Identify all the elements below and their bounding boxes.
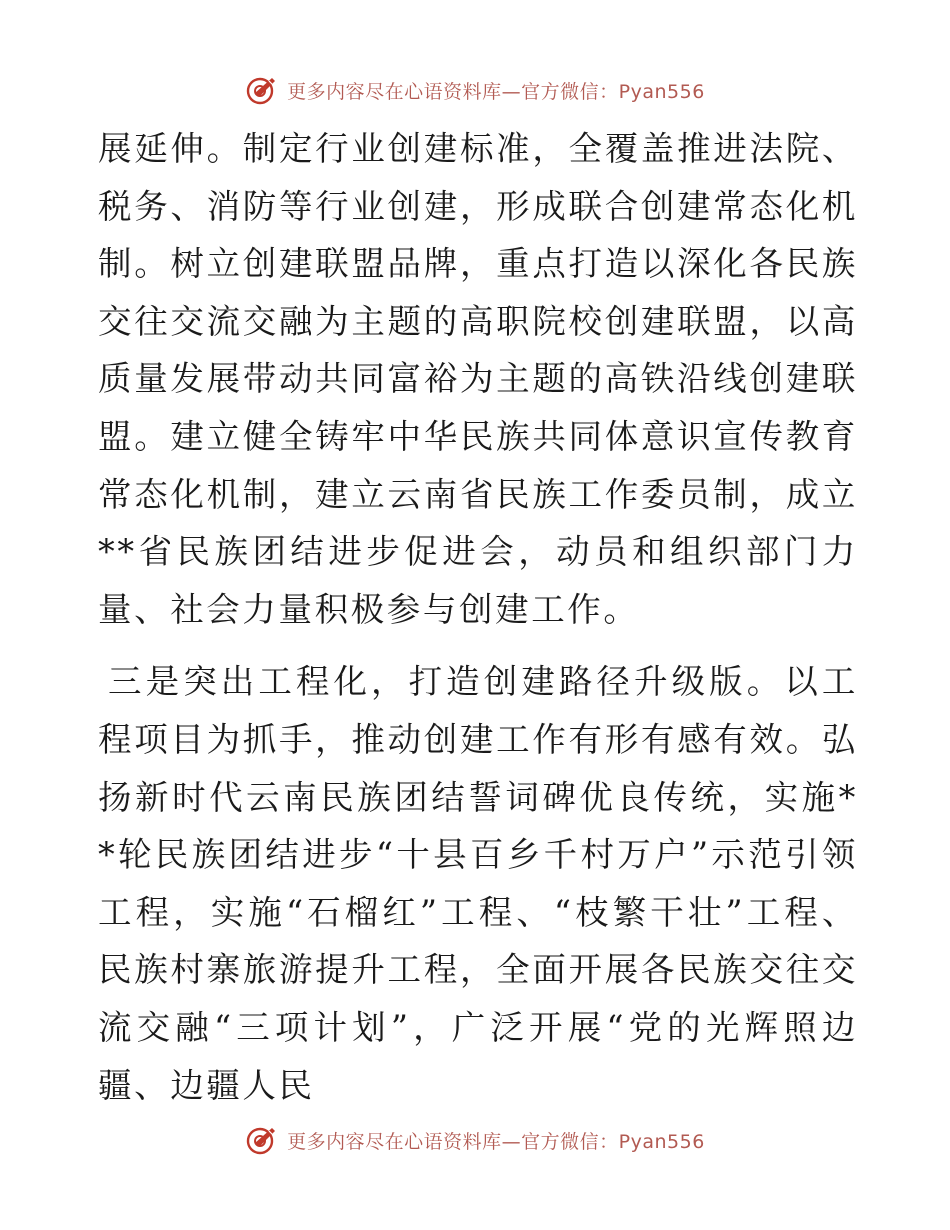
paragraph: 三是突出工程化，打造创建路径升级版。以工程项目为抓手，推动创建工作有形有感有效。弘扬新时代云南民族团结誓词碑优良传统，实施**轮民族团结进步“十县百乡千村万户”示范引领工程，实施“石榴红”工程、“枝繁干壮”工程、民族村寨旅游提升工程，全面开展各民族交往交流交融“三项计划”，广泛开展“党的光辉照边疆、边疆人民 [98,662,858,1105]
footer-banner-text: 更多内容尽在心语资料库—官方微信：Pyan556 [287,1130,705,1153]
brand-logo-icon [245,73,279,107]
paragraph: 展延伸。制定行业创建标准，全覆盖推进法院、税务、消防等行业创建，形成联合创建常态化机制。树立创建联盟品牌，重点打造以深化各民族交往交流交融为主题的高职院校创建联盟，以高质量发展带动共同富裕为主题的高铁沿线创建联盟。建立健全铸牢中华民族共同体意识宣传教育常态化机制，建立云南省民族工作委员制，成立**省民族团结进步促进会，动员和组织部门力量、社会力量积极参与创建工作。 [98,129,858,629]
brand-logo-icon [245,1123,279,1157]
header-banner [0,68,950,112]
header-banner-text: 更多内容尽在心语资料库—官方微信：Pyan556 [287,80,705,103]
document-body [98,120,858,1114]
footer-banner [0,1118,950,1162]
